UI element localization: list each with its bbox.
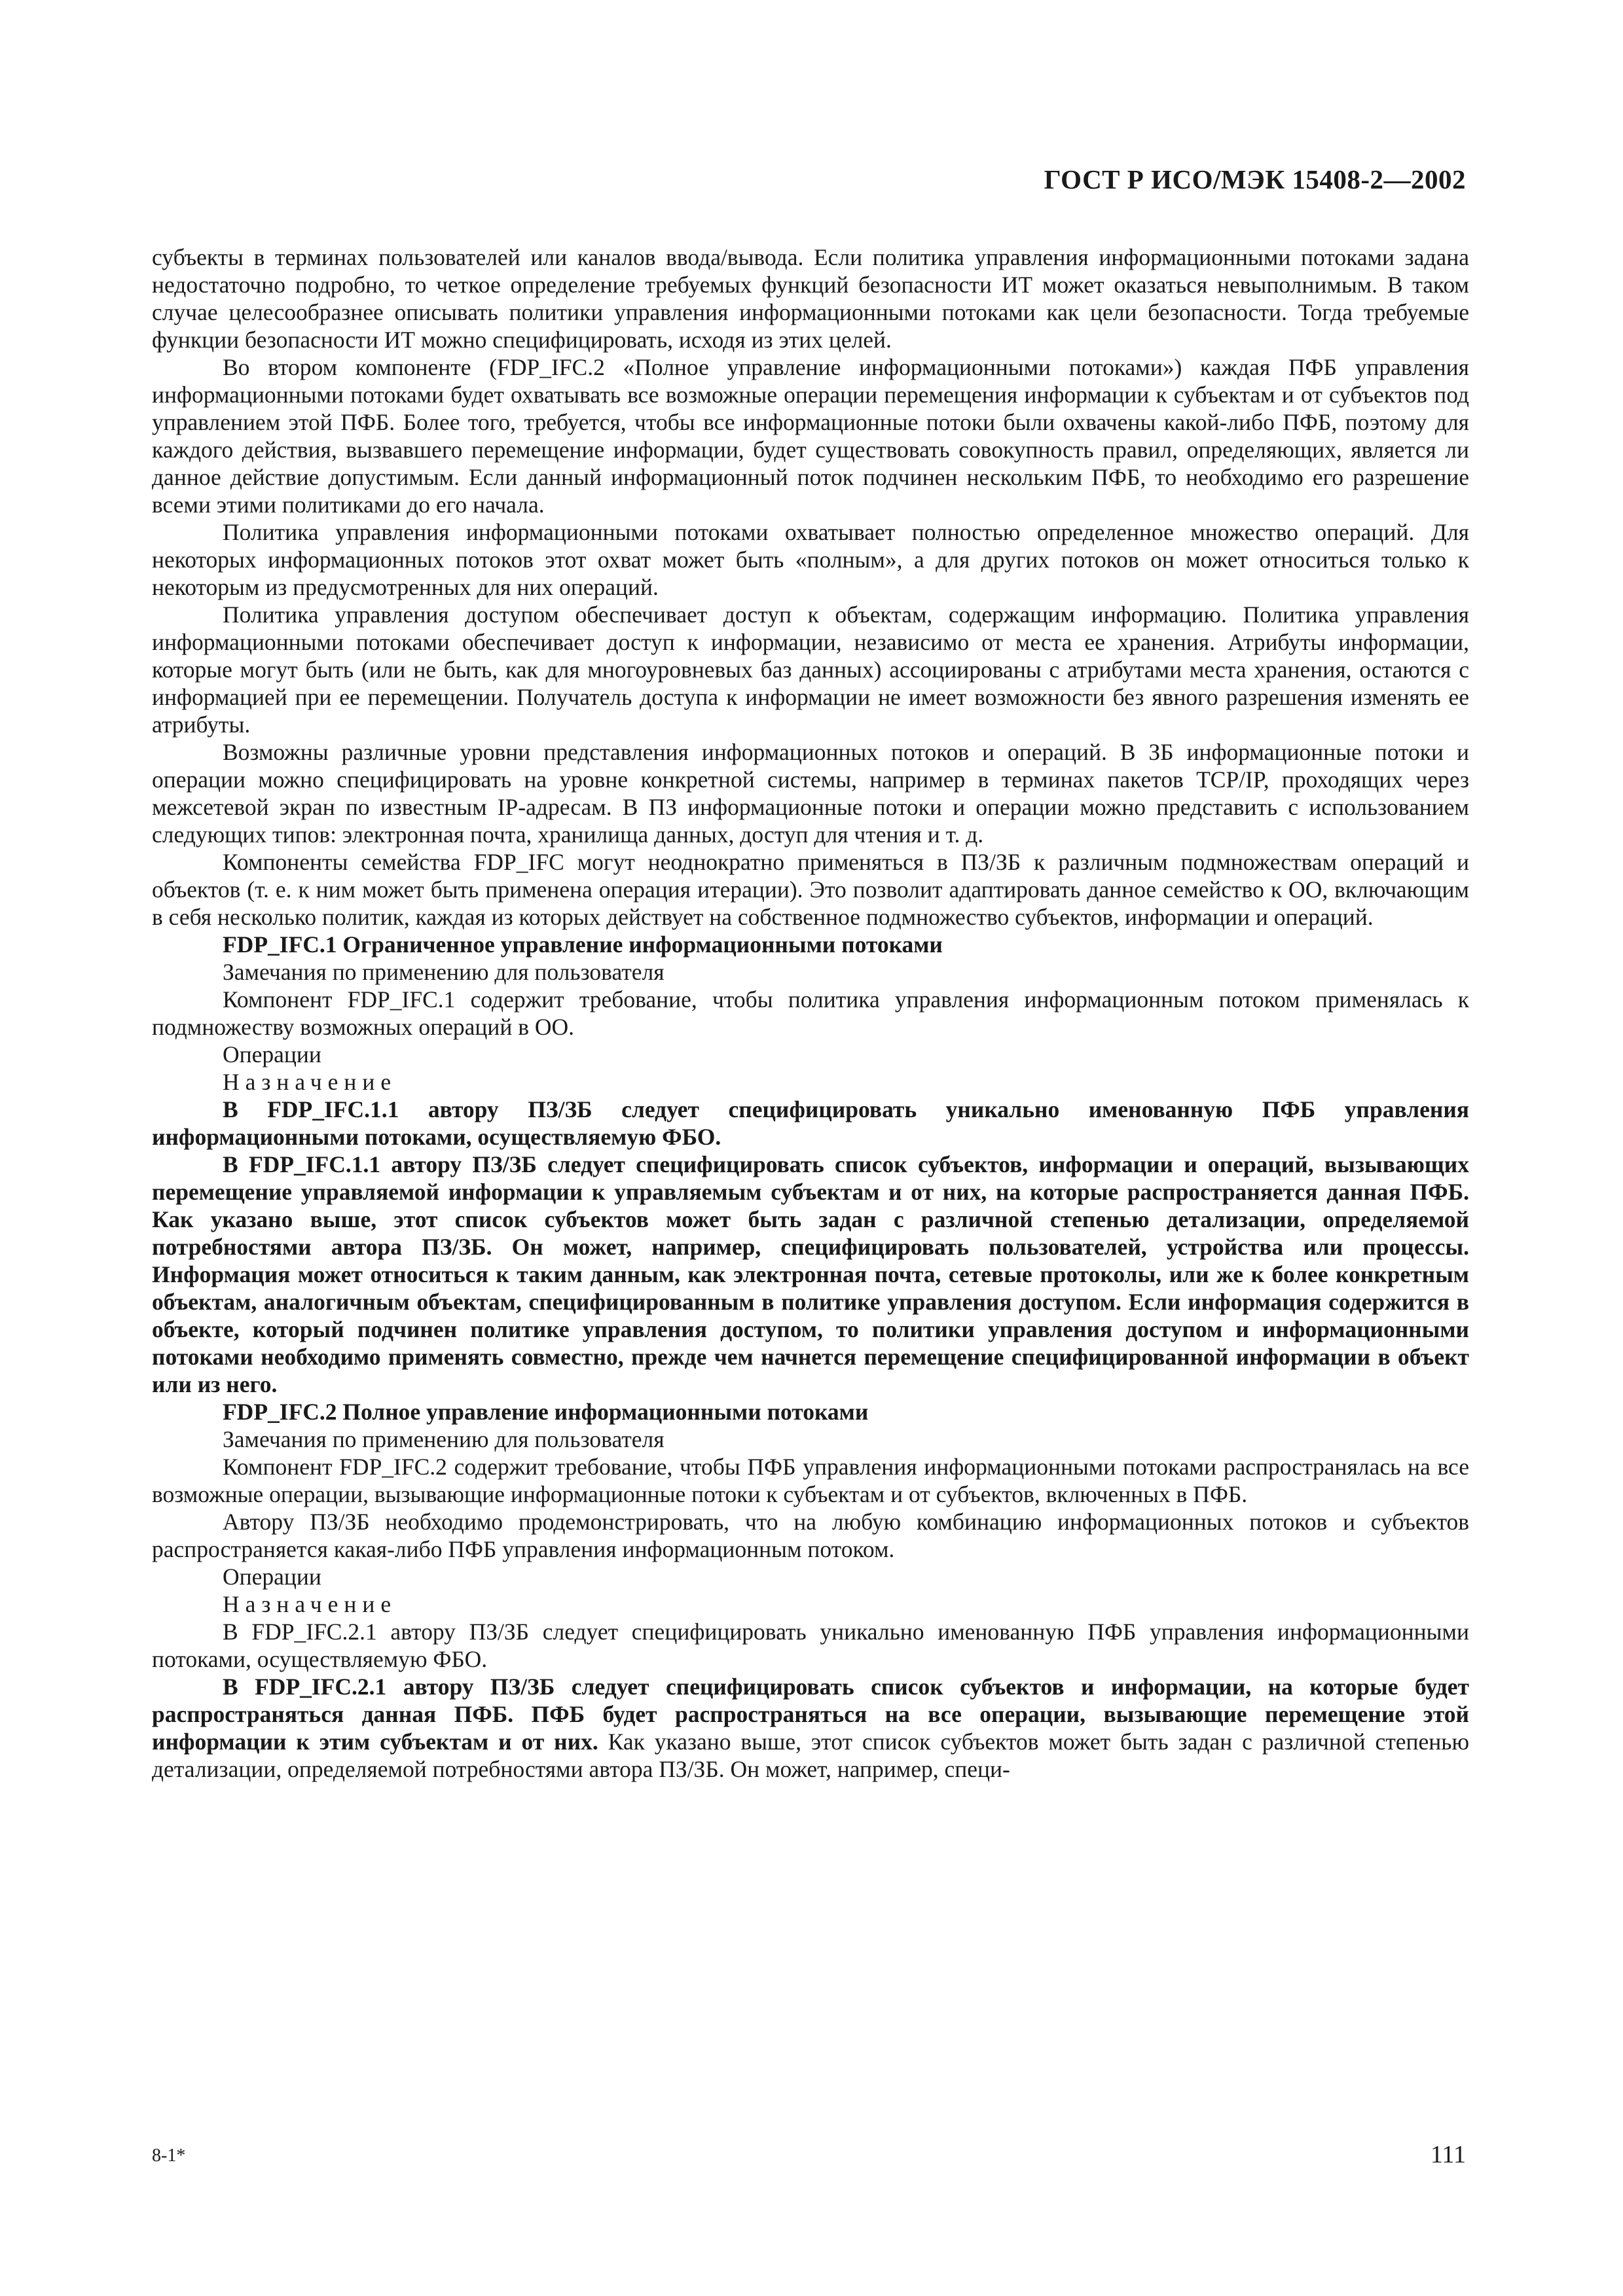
- operations-label: Операции: [223, 1041, 321, 1067]
- assignment-rest-text: Как указано выше, этот список субъектов может быть задан с различной степенью детализации, определяемой потребностями автора ПЗ/ЗБ. Он может, например, специ-: [152, 1729, 1469, 1782]
- assignment-text: [152, 1673, 1469, 1783]
- assignment-bold-text: В FDP_IFC.2.1 автору ПЗ/ЗБ следует специфицировать список субъектов и информации, на которые будет распространяться данная ПФБ. ПФБ будет распространяться на все операции, вызывающие перемещение этой информации к этим субъектам и от них.: [152, 1674, 1469, 1755]
- document-header: ГОСТ Р ИСО/МЭК 15408-2—2002: [1044, 164, 1466, 194]
- paragraph: субъекты в терминах пользователей или каналов ввода/вывода. Если политика управления информационными потоками задана недостаточно подробно, то четкое определение требуемых функций безопасности ИТ может оказаться невыполнимым. В таком случае целесообразнее описывать политики управления информационными потоками как цели безопасности. Тогда требуемые функции безопасности ИТ можно специфицировать, исходя из этих целей.: [152, 244, 1469, 353]
- footer-signature: 8-1*: [152, 2145, 186, 2166]
- paragraph: Политика управления доступом обеспечивает доступ к объектам, содержащим информацию. Политика управления информационными потоками обеспечивает доступ к информации, независимо от места ее хранения. Атрибуты информации, которые могут быть (или не быть, как для многоуровневых баз данных) ассоциированы с атрибутами места хранения, остаются с информацией при ее перемещении. Получатель доступа к информации не имеет возможности без явного разрешения изменять ее атрибуты.: [152, 601, 1469, 738]
- paragraph: Компонент FDP_IFC.1 содержит требование, чтобы политика управления информационным потоком применялась к подмножеству возможных операций в ОО.: [152, 986, 1469, 1040]
- paragraph: Во втором компоненте (FDP_IFC.2 «Полное управление информационными потоками») каждая ПФБ управления информационными потоками будет охватывать все возможные операции перемещения информации к субъектам и от субъектов под управлением этой ПФБ. Более того, требуется, чтобы все информационные потоки были охвачены какой-либо ПФБ, поэтому для каждого действия, вызвавшего перемещение информации, будет существовать совокупность правил, определяющих, является ли данное действие допустимым. Если данный информационный поток подчинен нескольким ПФБ, то необходимо его разрешение всеми этими политиками до его начала.: [152, 354, 1469, 518]
- document-body: [152, 243, 1469, 1783]
- paragraph: Компоненты семейства FDP_IFC могут неоднократно применяться в ПЗ/ЗБ к различным подмножествам операций и объектов (т. е. к ним может быть применена операция итерации). Это позволит адаптировать данное семейство к ОО, включающим в себя несколько политик, каждая из которых действует на собственное подмножество субъектов, информации и операций.: [152, 849, 1469, 930]
- section-heading-ifc1: FDP_IFC.1 Ограниченное управление информационными потоками: [223, 931, 943, 958]
- assignment-text: В FDP_IFC.1.1 автору ПЗ/ЗБ следует специфицировать уникально именованную ПФБ управления информационными потоками, осуществляемую ФБО.: [152, 1096, 1469, 1150]
- paragraph: Компонент FDP_IFC.2 содержит требование, чтобы ПФБ управления информационными потоками распространялась на все возможные операции, вызывающие информационные потоки к субъектам и от субъектов, включенных в ПФБ.: [152, 1454, 1469, 1507]
- section-heading-ifc2: FDP_IFC.2 Полное управление информационными потоками: [223, 1399, 869, 1425]
- page-number: 111: [1430, 2141, 1466, 2168]
- assignment-text: В FDP_IFC.1.1 автору ПЗ/ЗБ следует специфицировать список субъектов, информации и операций, вызывающих перемещение управляемой информации к управляемым субъектам и от них, на которые распространяется данная ПФБ. Как указано выше, этот список субъектов может быть задан с различной степенью детализации, определяемой потребностями автора ПЗ/ЗБ. Он может, например, специфицировать пользователей, устройства или процессы. Информация может относиться к таким данным, как электронная почта, сетевые протоколы, или же к более конкретным объектам, аналогичным объектам, специфицированным в политике управления доступом. Если информация содержится в объекте, который подчинен политике управления доступом, то политики управления доступом и информационными потоками необходимо применять совместно, прежде чем начнется перемещение специфицированной информации в объект или из него.: [152, 1151, 1469, 1397]
- assignment-label: Назначение: [223, 1069, 397, 1095]
- assignment-label: Назначение: [223, 1591, 397, 1617]
- notes-title: Замечания по применению для пользователя: [223, 1426, 665, 1452]
- paragraph: Политика управления информационными потоками охватывает полностью определенное множество операций. Для некоторых информационных потоков этот охват может быть «полным», а для других потоков он может относиться только к некоторым из предусмотренных для них операций.: [152, 519, 1469, 600]
- paragraph: Возможны различные уровни представления информационных потоков и операций. В ЗБ информационные потоки и операции можно специфицировать на уровне конкретной системы, например в терминах пакетов TCP/IP, проходящих через межсетевой экран по известным IP-адресам. В ПЗ информационные потоки и операции можно представить с использованием следующих типов: электронная почта, хранилища данных, доступ для чтения и т. д.: [152, 739, 1469, 848]
- paragraph: Автору ПЗ/ЗБ необходимо продемонстрировать, что на любую комбинацию информационных потоков и субъектов распространяется какая-либо ПФБ управления информационным потоком.: [152, 1509, 1469, 1562]
- notes-title: Замечания по применению для пользователя: [223, 959, 665, 985]
- assignment-text: В FDP_IFC.2.1 автору ПЗ/ЗБ следует специфицировать уникально именованную ПФБ управления информационными потоками, осуществляемую ФБО.: [152, 1619, 1469, 1672]
- operations-label: Операции: [223, 1564, 321, 1590]
